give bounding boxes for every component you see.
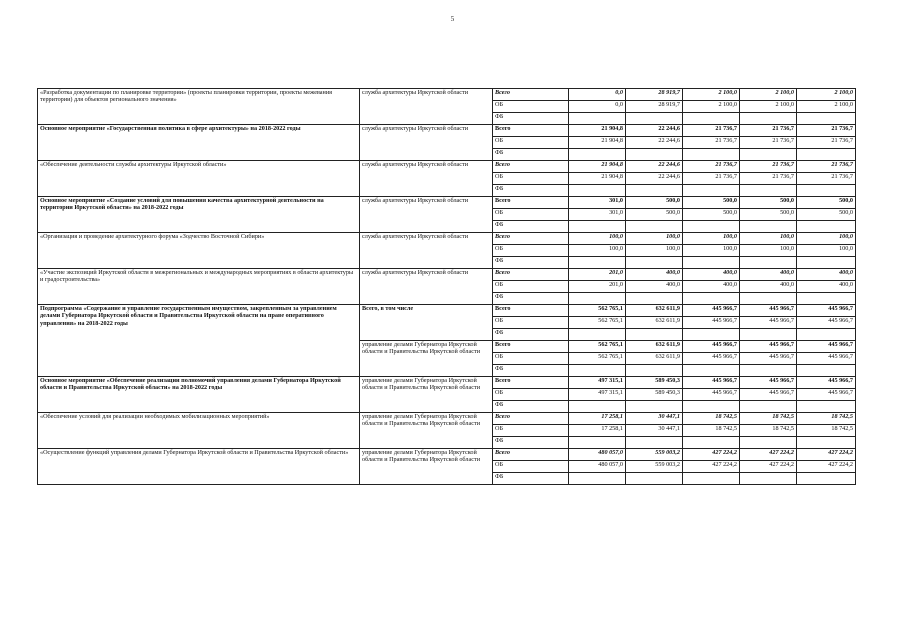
executor-cell: служба архитектуры Иркутской области xyxy=(360,197,493,233)
amount-cell xyxy=(626,221,683,233)
amount-cell: 559 003,2 xyxy=(626,449,683,461)
funding-source-cell: Всего xyxy=(493,89,569,101)
amount-cell: 201,0 xyxy=(569,281,626,293)
amount-cell: 445 966,7 xyxy=(740,377,797,389)
amount-cell xyxy=(740,329,797,341)
amount-cell: 445 966,7 xyxy=(797,389,856,401)
amount-cell xyxy=(569,113,626,125)
amount-cell: 18 742,5 xyxy=(683,425,740,437)
funding-source-cell: ОБ xyxy=(493,281,569,293)
amount-cell xyxy=(683,257,740,269)
amount-cell: 18 742,5 xyxy=(797,425,856,437)
executor-cell: Всего, в том числе xyxy=(360,305,493,341)
amount-cell xyxy=(626,185,683,197)
amount-cell: 21 736,7 xyxy=(740,137,797,149)
amount-cell: 22 244,6 xyxy=(626,125,683,137)
amount-cell xyxy=(740,473,797,485)
amount-cell: 18 742,5 xyxy=(683,413,740,425)
funding-source-cell: ОБ xyxy=(493,353,569,365)
amount-cell xyxy=(683,185,740,197)
executor-cell: управление делами Губернатора Иркутской области и Правительства Иркутской области xyxy=(360,377,493,413)
amount-cell: 0,0 xyxy=(569,89,626,101)
executor-cell: управление делами Губернатора Иркутской области и Правительства Иркутской области xyxy=(360,449,493,485)
funding-source-cell: ОБ xyxy=(493,209,569,221)
amount-cell: 301,0 xyxy=(569,209,626,221)
amount-cell: 559 003,2 xyxy=(626,461,683,473)
table-row xyxy=(38,161,856,173)
amount-cell xyxy=(626,365,683,377)
amount-cell: 445 966,7 xyxy=(797,305,856,317)
amount-cell: 21 904,8 xyxy=(569,173,626,185)
amount-cell: 632 611,9 xyxy=(626,305,683,317)
amount-cell: 2 100,0 xyxy=(740,101,797,113)
funding-source-cell: Всего xyxy=(493,269,569,281)
amount-cell: 30 447,1 xyxy=(626,425,683,437)
amount-cell: 2 100,0 xyxy=(797,101,856,113)
amount-cell xyxy=(626,437,683,449)
amount-cell xyxy=(797,365,856,377)
amount-cell xyxy=(797,437,856,449)
amount-cell xyxy=(626,329,683,341)
executor-cell: управление делами Губернатора Иркутской области и Правительства Иркутской области xyxy=(360,413,493,449)
amount-cell: 2 100,0 xyxy=(683,101,740,113)
amount-cell xyxy=(569,185,626,197)
amount-cell: 500,0 xyxy=(740,197,797,209)
amount-cell xyxy=(569,257,626,269)
amount-cell: 22 244,6 xyxy=(626,161,683,173)
program-name-cell: «Участие экспозиций Иркутской области в межрегиональных и международных мероприятиях в области архитектуры и градостроительства» xyxy=(38,269,360,305)
amount-cell: 632 611,9 xyxy=(626,341,683,353)
executor-cell: служба архитектуры Иркутской области xyxy=(360,161,493,197)
amount-cell xyxy=(797,149,856,161)
amount-cell: 445 966,7 xyxy=(797,317,856,329)
amount-cell: 589 450,3 xyxy=(626,389,683,401)
amount-cell: 445 966,7 xyxy=(683,305,740,317)
amount-cell: 480 057,0 xyxy=(569,449,626,461)
amount-cell xyxy=(683,365,740,377)
amount-cell: 427 224,2 xyxy=(797,449,856,461)
amount-cell: 2 100,0 xyxy=(683,89,740,101)
amount-cell: 100,0 xyxy=(569,245,626,257)
amount-cell: 632 611,9 xyxy=(626,353,683,365)
executor-cell: служба архитектуры Иркутской области xyxy=(360,233,493,269)
amount-cell: 21 904,8 xyxy=(569,125,626,137)
amount-cell xyxy=(797,113,856,125)
funding-source-cell: ФБ xyxy=(493,221,569,233)
amount-cell xyxy=(626,473,683,485)
amount-cell: 100,0 xyxy=(626,233,683,245)
amount-cell: 500,0 xyxy=(740,209,797,221)
executor-cell: управление делами Губернатора Иркутской области и Правительства Иркутской области xyxy=(360,341,493,377)
amount-cell xyxy=(683,329,740,341)
table-row xyxy=(38,125,856,137)
amount-cell: 427 224,2 xyxy=(683,461,740,473)
amount-cell: 427 224,2 xyxy=(740,461,797,473)
amount-cell xyxy=(683,113,740,125)
amount-cell xyxy=(626,257,683,269)
funding-source-cell: ОБ xyxy=(493,101,569,113)
amount-cell: 30 447,1 xyxy=(626,413,683,425)
amount-cell: 21 736,7 xyxy=(683,137,740,149)
amount-cell xyxy=(626,293,683,305)
amount-cell xyxy=(797,257,856,269)
amount-cell: 21 736,7 xyxy=(740,161,797,173)
amount-cell: 500,0 xyxy=(797,209,856,221)
amount-cell: 100,0 xyxy=(683,245,740,257)
amount-cell: 497 315,1 xyxy=(569,377,626,389)
amount-cell: 100,0 xyxy=(740,233,797,245)
amount-cell: 400,0 xyxy=(740,281,797,293)
budget-table xyxy=(37,88,856,485)
funding-source-cell: ОБ xyxy=(493,461,569,473)
amount-cell: 100,0 xyxy=(797,245,856,257)
table-row xyxy=(38,197,856,209)
amount-cell xyxy=(569,149,626,161)
funding-source-cell: ФБ xyxy=(493,293,569,305)
amount-cell: 427 224,2 xyxy=(797,461,856,473)
amount-cell xyxy=(740,149,797,161)
amount-cell: 400,0 xyxy=(797,269,856,281)
program-name-cell: Подпрограмма «Содержание и управление государственным имуществом, закрепленным за управлением делами Губернатора Иркутской области и Правительства Иркутской области на праве оперативного управления» на 2018-2022 годы xyxy=(38,305,360,377)
table-row xyxy=(38,89,856,101)
executor-cell: служба архитектуры Иркутской области xyxy=(360,125,493,161)
program-name-cell: «Обеспечение деятельности службы архитектуры Иркутской области» xyxy=(38,161,360,197)
funding-source-cell: Всего xyxy=(493,161,569,173)
program-name-cell: «Разработка документации по планировке территории» (проекты планировки территории, проекты межевания территории) для объектов регионального значения» xyxy=(38,89,360,125)
amount-cell: 2 100,0 xyxy=(797,89,856,101)
table-row xyxy=(38,449,856,461)
table-row xyxy=(38,377,856,389)
program-name-cell: Основное мероприятие «Государственная политика в сфере архитектуры» на 2018-2022 годы xyxy=(38,125,360,161)
program-name-cell: «Осуществление функций управления делами Губернатора Иркутской области и Правительства Иркутской области» xyxy=(38,449,360,485)
amount-cell xyxy=(797,185,856,197)
funding-source-cell: ФБ xyxy=(493,149,569,161)
amount-cell: 445 966,7 xyxy=(797,341,856,353)
amount-cell: 500,0 xyxy=(683,209,740,221)
executor-cell: служба архитектуры Иркутской области xyxy=(360,89,493,125)
amount-cell: 100,0 xyxy=(683,233,740,245)
funding-source-cell: ОБ xyxy=(493,245,569,257)
amount-cell xyxy=(626,113,683,125)
amount-cell xyxy=(740,185,797,197)
amount-cell xyxy=(797,329,856,341)
amount-cell: 100,0 xyxy=(626,245,683,257)
funding-source-cell: Всего xyxy=(493,377,569,389)
funding-source-cell: ФБ xyxy=(493,437,569,449)
funding-source-cell: ФБ xyxy=(493,257,569,269)
amount-cell: 28 919,7 xyxy=(626,101,683,113)
amount-cell xyxy=(740,401,797,413)
amount-cell: 21 736,7 xyxy=(683,125,740,137)
amount-cell xyxy=(569,365,626,377)
funding-source-cell: ОБ xyxy=(493,173,569,185)
funding-source-cell: ФБ xyxy=(493,329,569,341)
amount-cell: 445 966,7 xyxy=(683,353,740,365)
amount-cell: 562 765,1 xyxy=(569,305,626,317)
amount-cell: 21 736,7 xyxy=(797,137,856,149)
amount-cell xyxy=(569,329,626,341)
amount-cell: 22 244,6 xyxy=(626,173,683,185)
program-name-cell: «Обеспечение условий для реализации необходимых мобилизационных мероприятий» xyxy=(38,413,360,449)
amount-cell: 445 966,7 xyxy=(740,353,797,365)
amount-cell: 21 736,7 xyxy=(740,173,797,185)
amount-cell: 400,0 xyxy=(626,269,683,281)
amount-cell: 445 966,7 xyxy=(683,389,740,401)
amount-cell xyxy=(740,113,797,125)
amount-cell: 500,0 xyxy=(626,197,683,209)
funding-source-cell: ОБ xyxy=(493,425,569,437)
amount-cell: 21 736,7 xyxy=(683,161,740,173)
amount-cell: 17 258,1 xyxy=(569,413,626,425)
funding-source-cell: Всего xyxy=(493,233,569,245)
funding-source-cell: ОБ xyxy=(493,137,569,149)
amount-cell: 427 224,2 xyxy=(683,449,740,461)
funding-source-cell: ФБ xyxy=(493,365,569,377)
executor-cell: служба архитектуры Иркутской области xyxy=(360,269,493,305)
amount-cell: 445 966,7 xyxy=(797,377,856,389)
amount-cell: 18 742,5 xyxy=(797,413,856,425)
amount-cell: 427 224,2 xyxy=(740,449,797,461)
funding-source-cell: Всего xyxy=(493,341,569,353)
program-name-cell: Основное мероприятие «Обеспечение реализации полномочий управления делами Губернатора Иркутской области и Правительства Иркутской области» на 2018-2022 годы xyxy=(38,377,360,413)
amount-cell xyxy=(740,221,797,233)
amount-cell xyxy=(683,401,740,413)
table-row xyxy=(38,305,856,317)
amount-cell: 562 765,1 xyxy=(569,341,626,353)
page-number: 5 xyxy=(450,15,455,23)
amount-cell xyxy=(569,401,626,413)
amount-cell: 100,0 xyxy=(740,245,797,257)
amount-cell xyxy=(569,293,626,305)
amount-cell: 100,0 xyxy=(797,233,856,245)
table-row xyxy=(38,233,856,245)
amount-cell: 21 736,7 xyxy=(797,161,856,173)
amount-cell: 500,0 xyxy=(626,209,683,221)
amount-cell xyxy=(740,437,797,449)
funding-source-cell: ФБ xyxy=(493,113,569,125)
funding-source-cell: ФБ xyxy=(493,401,569,413)
amount-cell xyxy=(626,401,683,413)
amount-cell: 445 966,7 xyxy=(740,305,797,317)
program-name-cell: Основное мероприятие «Создание условий для повышения качества архитектурной деятельности на территории Иркутской области» на 2018-2022 годы xyxy=(38,197,360,233)
amount-cell xyxy=(740,365,797,377)
amount-cell xyxy=(569,221,626,233)
funding-source-cell: Всего xyxy=(493,125,569,137)
amount-cell: 28 919,7 xyxy=(626,89,683,101)
amount-cell: 0,0 xyxy=(569,101,626,113)
amount-cell xyxy=(797,293,856,305)
amount-cell: 589 450,3 xyxy=(626,377,683,389)
amount-cell: 497 315,1 xyxy=(569,389,626,401)
amount-cell xyxy=(740,293,797,305)
amount-cell: 22 244,6 xyxy=(626,137,683,149)
amount-cell: 400,0 xyxy=(683,269,740,281)
amount-cell: 445 966,7 xyxy=(683,317,740,329)
amount-cell: 100,0 xyxy=(569,233,626,245)
table-row xyxy=(38,269,856,281)
amount-cell: 21 736,7 xyxy=(797,125,856,137)
amount-cell xyxy=(569,473,626,485)
amount-cell: 632 611,9 xyxy=(626,317,683,329)
amount-cell: 445 966,7 xyxy=(740,317,797,329)
amount-cell xyxy=(797,221,856,233)
funding-source-cell: Всего xyxy=(493,197,569,209)
amount-cell: 445 966,7 xyxy=(683,377,740,389)
amount-cell: 500,0 xyxy=(797,197,856,209)
amount-cell: 562 765,1 xyxy=(569,317,626,329)
amount-cell xyxy=(740,257,797,269)
amount-cell: 21 904,8 xyxy=(569,137,626,149)
program-name-cell: «Организация и проведение архитектурного форума «Зодчество Восточной Сибири» xyxy=(38,233,360,269)
amount-cell: 500,0 xyxy=(683,197,740,209)
amount-cell: 480 057,0 xyxy=(569,461,626,473)
budget-table-body xyxy=(38,89,856,485)
funding-source-cell: Всего xyxy=(493,413,569,425)
amount-cell: 21 736,7 xyxy=(683,173,740,185)
funding-source-cell: Всего xyxy=(493,305,569,317)
amount-cell xyxy=(683,221,740,233)
table-row xyxy=(38,413,856,425)
amount-cell xyxy=(683,149,740,161)
amount-cell: 445 966,7 xyxy=(683,341,740,353)
amount-cell: 21 904,8 xyxy=(569,161,626,173)
amount-cell: 562 765,1 xyxy=(569,353,626,365)
amount-cell: 21 736,7 xyxy=(797,173,856,185)
amount-cell xyxy=(626,149,683,161)
amount-cell: 2 100,0 xyxy=(740,89,797,101)
amount-cell xyxy=(797,401,856,413)
amount-cell: 445 966,7 xyxy=(740,389,797,401)
amount-cell xyxy=(683,473,740,485)
amount-cell: 18 742,5 xyxy=(740,413,797,425)
amount-cell: 400,0 xyxy=(683,281,740,293)
funding-source-cell: ФБ xyxy=(493,185,569,197)
amount-cell: 445 966,7 xyxy=(797,353,856,365)
amount-cell: 18 742,5 xyxy=(740,425,797,437)
funding-source-cell: Всего xyxy=(493,449,569,461)
amount-cell: 400,0 xyxy=(797,281,856,293)
amount-cell: 400,0 xyxy=(626,281,683,293)
amount-cell: 201,0 xyxy=(569,269,626,281)
amount-cell xyxy=(797,473,856,485)
funding-source-cell: ФБ xyxy=(493,473,569,485)
amount-cell: 301,0 xyxy=(569,197,626,209)
funding-source-cell: ОБ xyxy=(493,389,569,401)
funding-source-cell: ОБ xyxy=(493,317,569,329)
amount-cell: 21 736,7 xyxy=(740,125,797,137)
amount-cell: 445 966,7 xyxy=(740,341,797,353)
amount-cell xyxy=(683,293,740,305)
amount-cell: 400,0 xyxy=(740,269,797,281)
amount-cell xyxy=(683,437,740,449)
amount-cell: 17 258,1 xyxy=(569,425,626,437)
amount-cell xyxy=(569,437,626,449)
